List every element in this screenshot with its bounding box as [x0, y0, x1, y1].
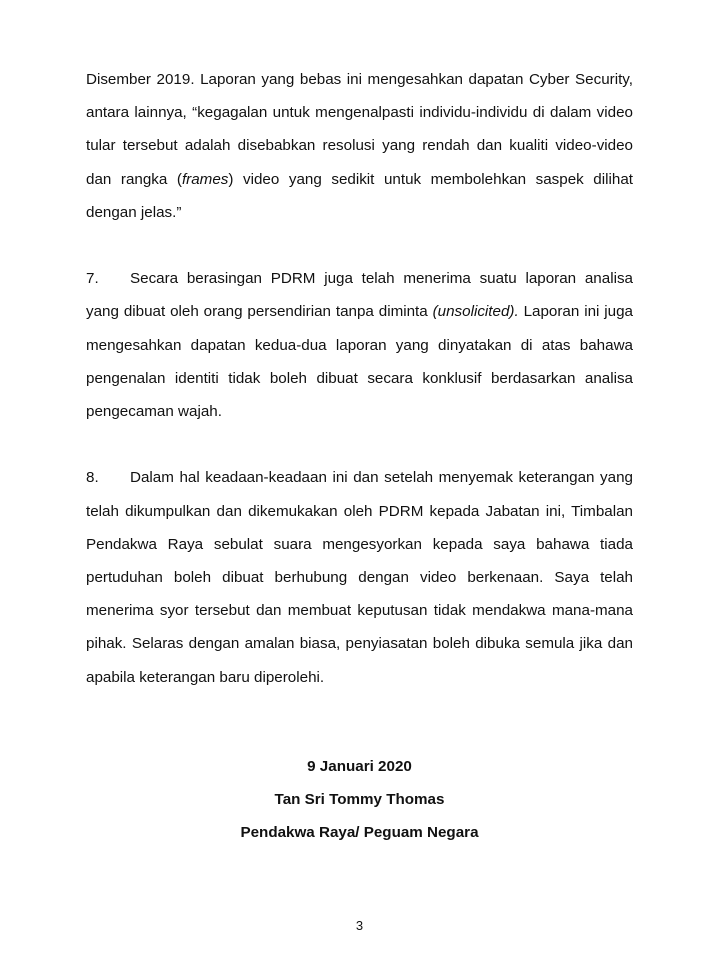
paragraph-continued-italic: frames: [181, 170, 229, 188]
document-body: [86, 63, 633, 694]
paragraph-7-text-1: Secara berasingan PDRM juga telah menerima suatu laporan analisa yang dibuat oleh orang persendirian tanpa diminta: [86, 270, 633, 321]
paragraph-7: [86, 262, 633, 428]
paragraph-8-number: 8.: [86, 469, 99, 487]
signature-name: Tan Sri Tommy Thomas: [274, 791, 445, 809]
paragraph-7-italic: (unsolicited).: [432, 303, 519, 321]
paragraph-continued-text-2: ) video yang sedikit untuk membolehkan saspek dilihat dengan jelas.”: [86, 170, 633, 221]
signature-title: Pendakwa Raya/ Peguam Negara: [240, 824, 479, 842]
paragraph-8: [86, 461, 633, 693]
paragraph-8-text: Dalam hal keadaan-keadaan ini dan setelah menyemak keterangan yang telah dikumpulkan dan dikemukakan oleh PDRM kepada Jabatan ini, Timbalan Pendakwa Raya sebulat suara mengesyorkan kepada saya bahawa tiada pertuduhan boleh dibuat berhubung dengan video berkenaan. Saya telah menerima syor tersebut dan membuat keputusan tidak mendakwa mana-mana pihak. Selaras dengan amalan biasa, penyiasatan boleh dibuka semula jika dan apabila keterangan baru diperolehi.: [86, 469, 633, 686]
signature-block: [0, 750, 719, 850]
page-number: 3: [355, 918, 364, 933]
paragraph-7-number: 7.: [86, 270, 99, 288]
paragraph-continued: [86, 63, 633, 229]
paragraph-7-text-2: Laporan ini juga mengesahkan dapatan kedua-dua laporan yang dinyatakan di atas bahawa pengenalan identiti tidak boleh dibuat secara konklusif berdasarkan analisa pengecaman wajah.: [86, 303, 633, 421]
signature-date: 9 Januari 2020: [307, 758, 412, 775]
paragraph-continued-text-1: Disember 2019. Laporan yang bebas ini mengesahkan dapatan Cyber Security, antara lainnya, “kegagalan untuk mengenalpasti individu-individu di dalam video tular tersebut adalah disebabkan resolusi yang rendah dan kualiti video-video dan rangka (: [86, 71, 633, 188]
